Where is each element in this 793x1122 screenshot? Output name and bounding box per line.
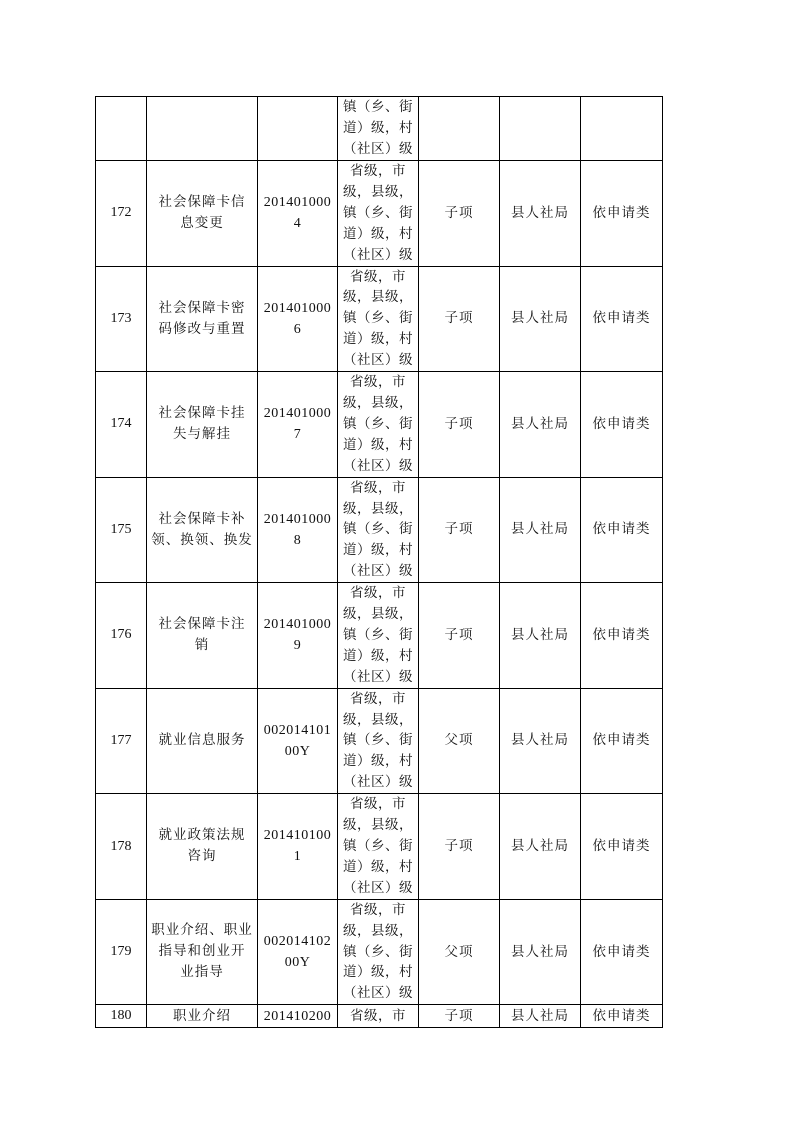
item-level-cell bbox=[338, 372, 419, 478]
item-name: 就业政策法规 咨询 bbox=[158, 827, 246, 865]
item-type: 子项 bbox=[444, 521, 474, 538]
item-code-cell bbox=[258, 1005, 338, 1028]
item-name-cell bbox=[147, 583, 258, 689]
row-number: 179 bbox=[110, 944, 132, 960]
table-body bbox=[96, 97, 663, 1028]
item-level: 省级，市 级，县级， 镇（乡、街 道）级，村 （社区）级 bbox=[343, 163, 413, 263]
item-level-cell bbox=[338, 266, 419, 372]
row-number-cell bbox=[96, 161, 147, 267]
item-level-cell bbox=[338, 688, 419, 794]
row-number-cell bbox=[96, 97, 147, 161]
table-row bbox=[96, 1005, 663, 1028]
item-code: 201410100 1 bbox=[263, 828, 332, 865]
item-department-cell bbox=[500, 1005, 581, 1028]
item-level: 省级，市 bbox=[350, 1007, 406, 1024]
item-name-cell bbox=[147, 688, 258, 794]
item-level: 省级，市 级，县级， 镇（乡、街 道）级，村 （社区）级 bbox=[343, 585, 413, 685]
item-code: 201401000 6 bbox=[263, 300, 332, 337]
item-level: 省级，市 级，县级， 镇（乡、街 道）级，村 （社区）级 bbox=[343, 901, 413, 1002]
item-department: 县人社局 bbox=[511, 521, 569, 538]
item-department: 县人社局 bbox=[511, 626, 569, 643]
item-code-cell bbox=[258, 161, 338, 267]
item-category: 依申请类 bbox=[592, 838, 651, 854]
item-category: 依申请类 bbox=[592, 310, 651, 327]
item-code: 201410200 bbox=[263, 1008, 332, 1024]
item-level-cell bbox=[338, 161, 419, 267]
item-level: 省级，市 级，县级， 镇（乡、街 道）级，村 （社区）级 bbox=[343, 479, 413, 580]
item-name-cell bbox=[147, 97, 258, 161]
item-name: 社会保障卡注 销 bbox=[158, 616, 246, 654]
item-level: 镇（乡、街 道）级，村 （社区）级 bbox=[343, 99, 413, 157]
item-level-cell bbox=[338, 477, 419, 583]
item-name-cell bbox=[147, 899, 258, 1005]
item-type: 父项 bbox=[444, 943, 474, 960]
row-number: 180 bbox=[110, 1008, 132, 1024]
item-type: 子项 bbox=[444, 310, 474, 327]
item-name-cell bbox=[147, 266, 258, 372]
item-name: 就业信息服务 bbox=[158, 732, 246, 749]
row-number: 173 bbox=[110, 310, 132, 326]
item-name-cell bbox=[147, 794, 258, 900]
item-code: 002014102 00Y bbox=[263, 933, 332, 970]
item-department-cell bbox=[500, 688, 581, 794]
table-row bbox=[96, 372, 663, 478]
item-level: 省级，市 级，县级， 镇（乡、街 道）级，村 （社区）级 bbox=[343, 796, 413, 896]
item-name: 职业介绍 bbox=[173, 1007, 231, 1024]
item-name-cell bbox=[147, 477, 258, 583]
item-category-cell bbox=[581, 372, 663, 478]
item-category: 依申请类 bbox=[592, 943, 651, 960]
item-department-cell bbox=[500, 161, 581, 267]
item-category: 依申请类 bbox=[592, 415, 651, 432]
row-number-cell bbox=[96, 688, 147, 794]
item-department-cell bbox=[500, 899, 581, 1005]
item-type-cell bbox=[419, 688, 500, 794]
item-code-cell bbox=[258, 583, 338, 689]
item-type-cell bbox=[419, 477, 500, 583]
item-code-cell bbox=[258, 97, 338, 161]
item-category-cell bbox=[581, 161, 663, 267]
item-category-cell bbox=[581, 583, 663, 689]
item-category-cell bbox=[581, 477, 663, 583]
service-items-table bbox=[95, 96, 663, 1028]
item-level: 省级，市 级，县级， 镇（乡、街 道）级，村 （社区）级 bbox=[343, 690, 413, 791]
item-category: 依申请类 bbox=[592, 626, 651, 643]
table-row bbox=[96, 794, 663, 900]
item-department: 县人社局 bbox=[511, 310, 569, 327]
table-row bbox=[96, 477, 663, 583]
item-department-cell bbox=[500, 266, 581, 372]
item-name: 社会保障卡补 领、换领、换发 bbox=[151, 510, 253, 548]
item-department-cell bbox=[500, 477, 581, 583]
item-department-cell bbox=[500, 97, 581, 161]
row-number: 177 bbox=[110, 732, 132, 748]
row-number: 174 bbox=[110, 416, 132, 432]
item-name: 社会保障卡信 息变更 bbox=[158, 194, 246, 232]
item-type: 子项 bbox=[444, 1007, 474, 1024]
item-type-cell bbox=[419, 794, 500, 900]
row-number-cell bbox=[96, 899, 147, 1005]
item-category-cell bbox=[581, 794, 663, 900]
item-department: 县人社局 bbox=[511, 943, 569, 960]
item-level-cell bbox=[338, 794, 419, 900]
item-type-cell bbox=[419, 161, 500, 267]
item-code: 201401000 9 bbox=[263, 617, 332, 654]
item-category: 依申请类 bbox=[592, 1007, 651, 1024]
item-code: 201401000 7 bbox=[263, 406, 332, 443]
item-category-cell bbox=[581, 266, 663, 372]
item-code-cell bbox=[258, 688, 338, 794]
item-type-cell bbox=[419, 1005, 500, 1028]
item-category: 依申请类 bbox=[592, 521, 651, 538]
item-code-cell bbox=[258, 266, 338, 372]
item-code-cell bbox=[258, 899, 338, 1005]
row-number-cell bbox=[96, 477, 147, 583]
table-row bbox=[96, 688, 663, 794]
item-level: 省级，市 级，县级， 镇（乡、街 道）级，村 （社区）级 bbox=[343, 374, 413, 474]
table-row bbox=[96, 583, 663, 689]
row-number-cell bbox=[96, 794, 147, 900]
item-type-cell bbox=[419, 266, 500, 372]
item-type: 子项 bbox=[444, 838, 474, 854]
item-name: 社会保障卡密 码修改与重置 bbox=[158, 299, 246, 337]
row-number-cell bbox=[96, 1005, 147, 1028]
item-name-cell bbox=[147, 1005, 258, 1028]
row-number-cell bbox=[96, 372, 147, 478]
item-type-cell bbox=[419, 97, 500, 161]
item-name: 社会保障卡挂 失与解挂 bbox=[158, 405, 246, 443]
item-category-cell bbox=[581, 899, 663, 1005]
item-department: 县人社局 bbox=[511, 204, 569, 221]
item-code: 201401000 8 bbox=[263, 511, 332, 548]
item-code: 002014101 00Y bbox=[263, 722, 332, 759]
item-type-cell bbox=[419, 899, 500, 1005]
item-name-cell bbox=[147, 372, 258, 478]
row-number-cell bbox=[96, 266, 147, 372]
row-number: 176 bbox=[110, 627, 132, 643]
item-department-cell bbox=[500, 794, 581, 900]
table-row bbox=[96, 899, 663, 1005]
row-number: 172 bbox=[110, 205, 132, 221]
item-department-cell bbox=[500, 583, 581, 689]
item-level-cell bbox=[338, 97, 419, 161]
item-level-cell bbox=[338, 899, 419, 1005]
table-row bbox=[96, 266, 663, 372]
item-category-cell bbox=[581, 1005, 663, 1028]
item-level-cell bbox=[338, 583, 419, 689]
item-code-cell bbox=[258, 372, 338, 478]
item-category-cell bbox=[581, 688, 663, 794]
item-type-cell bbox=[419, 583, 500, 689]
row-number: 178 bbox=[110, 838, 132, 854]
item-category: 依申请类 bbox=[592, 732, 651, 749]
table-row bbox=[96, 161, 663, 267]
item-code-cell bbox=[258, 794, 338, 900]
item-department: 县人社局 bbox=[511, 732, 569, 749]
item-level: 省级，市 级，县级， 镇（乡、街 道）级，村 （社区）级 bbox=[343, 268, 413, 369]
item-code-cell bbox=[258, 477, 338, 583]
item-type: 子项 bbox=[444, 626, 474, 643]
item-department-cell bbox=[500, 372, 581, 478]
item-department: 县人社局 bbox=[511, 1007, 569, 1024]
item-name-cell bbox=[147, 161, 258, 267]
item-department: 县人社局 bbox=[511, 838, 569, 854]
item-category: 依申请类 bbox=[592, 204, 651, 221]
item-code: 201401000 4 bbox=[263, 195, 332, 232]
item-type-cell bbox=[419, 372, 500, 478]
row-number-cell bbox=[96, 583, 147, 689]
item-category-cell bbox=[581, 97, 663, 161]
row-number: 175 bbox=[110, 521, 132, 537]
table-row bbox=[96, 97, 663, 161]
item-department: 县人社局 bbox=[511, 415, 569, 432]
item-type: 父项 bbox=[444, 732, 474, 749]
item-type: 子项 bbox=[444, 415, 474, 432]
item-name: 职业介绍、职业 指导和创业开 业指导 bbox=[151, 922, 253, 981]
item-type: 子项 bbox=[444, 204, 474, 221]
item-level-cell bbox=[338, 1005, 419, 1028]
